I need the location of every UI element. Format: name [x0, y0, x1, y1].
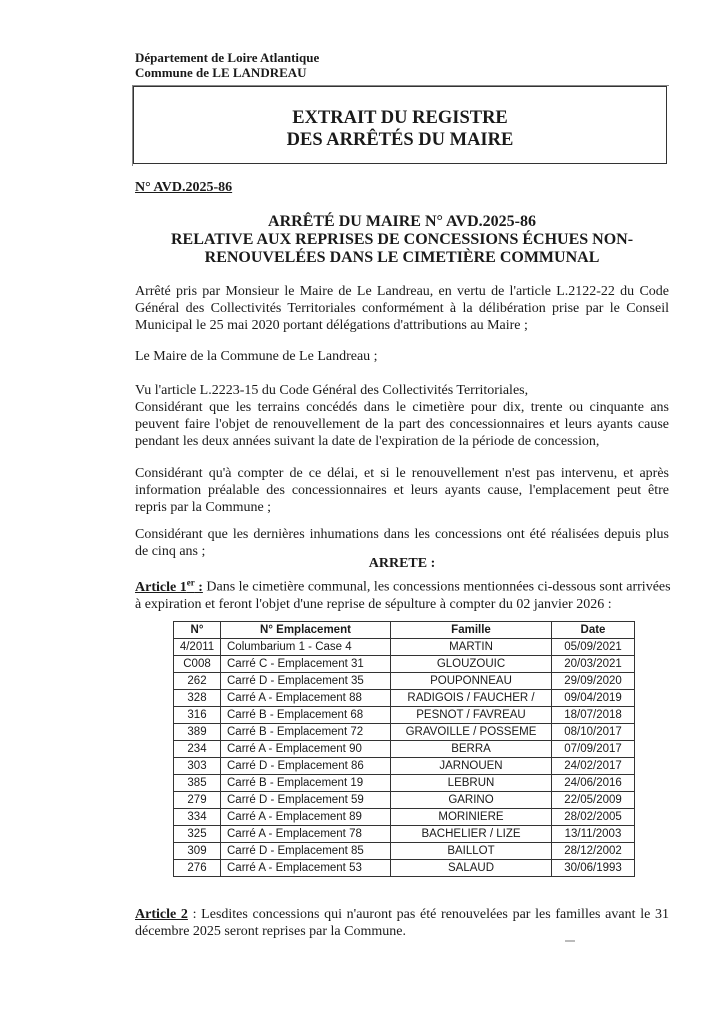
article-2-text: Lesdites concessions qui n'auront pas été renouvelées par les familles avant le 31 [196, 907, 669, 922]
cell-number: 303 [174, 758, 221, 775]
mayor-paragraph [135, 348, 669, 365]
cell-number: 276 [174, 860, 221, 877]
table-row [174, 741, 635, 758]
article-2-line2: décembre 2025 seront reprises par la Commune. [135, 924, 406, 939]
considering-line: de cinq ans ; [135, 544, 206, 559]
decree-heading-line1: ARRÊTÉ DU MAIRE N° AVD.2025-86 [268, 213, 536, 230]
table-row [174, 775, 635, 792]
cell-family: POUPONNEAU [391, 673, 552, 690]
decree-reference: N° AVD.2025-86 [135, 180, 233, 195]
table-row [174, 843, 635, 860]
article-1-label-main: Article 1 [135, 579, 187, 595]
cell-family: SALAUD [391, 860, 552, 877]
cell-date: 05/09/2021 [552, 639, 635, 656]
table-row [174, 792, 635, 809]
article-2-label [135, 907, 188, 922]
considering-line: information préalable des concessionnaires et leurs ayants cause, l'emplacement peut être [135, 483, 669, 498]
cell-location: Carré D - Emplacement 35 [221, 673, 391, 690]
register-title-line1: EXTRAIT DU REGISTRE [292, 108, 508, 128]
cell-date: 24/06/2016 [552, 775, 635, 792]
article-1-line1 [135, 574, 669, 596]
article-1-label-sup: er [186, 577, 195, 587]
cell-family: GLOUZOUIC [391, 656, 552, 673]
cell-date: 18/07/2018 [552, 707, 635, 724]
cell-number: C008 [174, 656, 221, 673]
table-row [174, 860, 635, 877]
preamble-line: Municipal le 25 mai 2020 portant délégations d'attributions au Maire ; [135, 318, 528, 333]
cell-number: 262 [174, 673, 221, 690]
mayor-line: Le Maire de la Commune de Le Landreau ; [135, 349, 378, 364]
considering-line: Considérant que les terrains concédés dans le cimetière pour dix, trente ou cinquante ans [135, 400, 669, 415]
article-2 [135, 906, 669, 940]
col-header-family: Famille [391, 622, 552, 639]
cell-number: 385 [174, 775, 221, 792]
cell-date: 13/11/2003 [552, 826, 635, 843]
table-header-row [174, 622, 635, 639]
table-row [174, 809, 635, 826]
cell-date: 22/05/2009 [552, 792, 635, 809]
table-row [174, 724, 635, 741]
cell-number: 4/2011 [174, 639, 221, 656]
cell-date: 20/03/2021 [552, 656, 635, 673]
col-header-location: N° Emplacement [221, 622, 391, 639]
considering-paragraph-3 [135, 526, 669, 560]
commune-label: Commune de LE LANDREAU [135, 65, 307, 80]
preamble-paragraph [135, 283, 669, 334]
concessions-table [173, 621, 635, 877]
cell-location: Carré D - Emplacement 86 [221, 758, 391, 775]
cell-location: Carré A - Emplacement 90 [221, 741, 391, 758]
cell-location: Carré D - Emplacement 59 [221, 792, 391, 809]
col-header-number: N° [174, 622, 221, 639]
article-1-sep: : [194, 579, 203, 595]
article-1-line2: à expiration et feront l'objet d'une reprise de sépulture à compter du 02 janvier 2026 : [135, 596, 612, 612]
cell-location: Carré B - Emplacement 68 [221, 707, 391, 724]
cell-family: MARTIN [391, 639, 552, 656]
cell-family: PESNOT / FAVREAU [391, 707, 552, 724]
register-title-line2: DES ARRÊTÉS DU MAIRE [286, 130, 514, 150]
cell-number: 325 [174, 826, 221, 843]
article-2-sep: : [187, 907, 197, 922]
decree-heading-line3: RENOUVELÉES DANS LE CIMETIÈRE COMMUNAL [204, 249, 600, 266]
cell-family: JARNOUEN [391, 758, 552, 775]
article-1 [135, 574, 669, 613]
article-2-label-text: Article 2 [135, 907, 188, 922]
cell-date: 24/02/2017 [552, 758, 635, 775]
cell-family: BAILLOT [391, 843, 552, 860]
table-row [174, 656, 635, 673]
cell-family: GARINO [391, 792, 552, 809]
cell-family: BERRA [391, 741, 552, 758]
considering-line: repris par la Commune ; [135, 500, 272, 515]
preamble-line: Général des Collectivités Territoriales conformément à la délibération prise par le Conseil [135, 301, 669, 316]
table-row [174, 758, 635, 775]
cell-number: 234 [174, 741, 221, 758]
cell-location: Carré D - Emplacement 85 [221, 843, 391, 860]
considering-line: Considérant que les dernières inhumations dans les concessions ont été réalisées depuis plus [135, 527, 669, 542]
cell-family: LEBRUN [391, 775, 552, 792]
decree-heading-line2: RELATIVE AUX REPRISES DE CONCESSIONS ÉCHUES NON- [170, 231, 634, 248]
article-1-text: Dans le cimetière communal, les concessions mentionnées ci-dessous sont arrivées [202, 579, 671, 595]
cell-location: Columbarium 1 - Case 4 [221, 639, 391, 656]
table-row [174, 639, 635, 656]
considering-line: pendant les deux années suivant la date de l'expiration de la période de concession, [135, 434, 600, 449]
cell-number: 334 [174, 809, 221, 826]
article-1-label [135, 577, 203, 595]
table-row [174, 826, 635, 843]
considering-paragraph-1 [135, 382, 669, 450]
cell-location: Carré A - Emplacement 88 [221, 690, 391, 707]
cell-number: 328 [174, 690, 221, 707]
cell-date: 07/09/2017 [552, 741, 635, 758]
department-label: Département de Loire Atlantique [135, 50, 320, 65]
scan-mark [565, 940, 575, 942]
cell-date: 28/02/2005 [552, 809, 635, 826]
col-header-date: Date [552, 622, 635, 639]
preamble-line: Arrêté pris par Monsieur le Maire de Le Landreau, en vertu de l'article L.2122-22 du Code [135, 284, 669, 299]
cell-date: 09/04/2019 [552, 690, 635, 707]
cell-date: 08/10/2017 [552, 724, 635, 741]
article-2-line1 [135, 906, 669, 923]
cell-number: 389 [174, 724, 221, 741]
cell-family: MORINIERE [391, 809, 552, 826]
cell-date: 30/06/1993 [552, 860, 635, 877]
considering-line: Vu l'article L.2223-15 du Code Général des Collectivités Territoriales, [135, 383, 529, 398]
arrete-label: ARRETE : [368, 556, 436, 571]
considering-paragraph-2 [135, 465, 669, 516]
cell-family: BACHELIER / LIZE [391, 826, 552, 843]
cell-date: 28/12/2002 [552, 843, 635, 860]
cell-family: GRAVOILLE / POSSEME [391, 724, 552, 741]
cell-location: Carré A - Emplacement 53 [221, 860, 391, 877]
cell-location: Carré A - Emplacement 89 [221, 809, 391, 826]
cell-location: Carré A - Emplacement 78 [221, 826, 391, 843]
cell-number: 279 [174, 792, 221, 809]
considering-line: Considérant qu'à compter de ce délai, et si le renouvellement n'est pas intervenu, et après [135, 466, 669, 481]
considering-line: peuvent faire l'objet de renouvellement de la part des concessionnaires et leurs ayants cause [135, 417, 669, 432]
table-row [174, 673, 635, 690]
register-title-box [133, 86, 667, 164]
cell-family: RADIGOIS / FAUCHER / [391, 690, 552, 707]
cell-location: Carré C - Emplacement 31 [221, 656, 391, 673]
cell-location: Carré B - Emplacement 72 [221, 724, 391, 741]
table-row [174, 690, 635, 707]
table-row [174, 707, 635, 724]
cell-number: 316 [174, 707, 221, 724]
cell-date: 29/09/2020 [552, 673, 635, 690]
cell-location: Carré B - Emplacement 19 [221, 775, 391, 792]
cell-number: 309 [174, 843, 221, 860]
